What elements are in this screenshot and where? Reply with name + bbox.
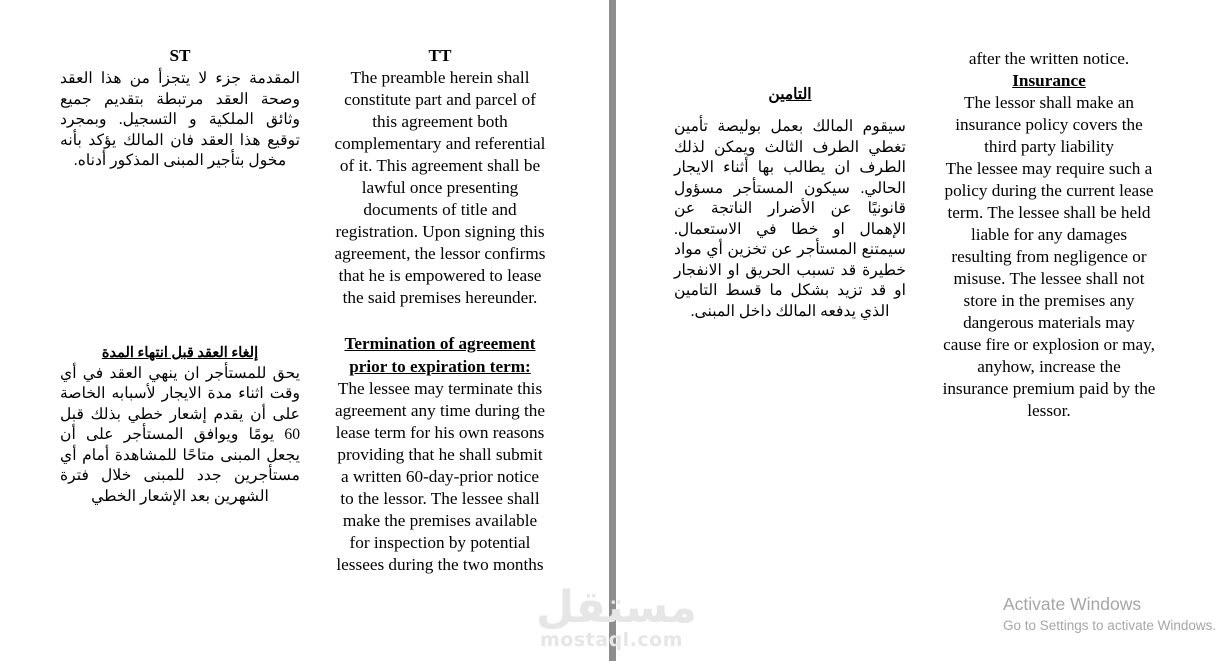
text-line: providing that he shall submit <box>337 445 543 464</box>
text-line: this agreement both <box>372 112 508 131</box>
document-page-left <box>0 0 609 661</box>
termination-heading <box>312 333 568 378</box>
text-line: a written 60-day-prior notice <box>340 467 540 486</box>
document-page-right <box>616 0 1224 661</box>
arabic-column-left <box>60 45 300 172</box>
arabic-column-right <box>674 85 906 322</box>
heading-line: prior to expiration term: <box>349 356 531 376</box>
section-heading-tt: TT <box>428 46 452 65</box>
text-line: insurance premium paid by the <box>942 379 1156 398</box>
text-line: to the lessor. The lessee shall <box>340 489 540 508</box>
text-line: agreement, the lessor confirms <box>334 244 546 263</box>
text-line: the said premises hereunder. <box>342 288 538 307</box>
english-column-right <box>920 48 1178 422</box>
activate-windows-overlay <box>1003 592 1224 636</box>
text-line: The lessee may terminate this <box>337 379 543 398</box>
text-line: third party liability <box>984 137 1114 156</box>
text-line: dangerous materials may <box>963 313 1135 332</box>
text-line: resulting from negligence or <box>951 247 1147 266</box>
arabic-termination-section <box>60 343 300 507</box>
heading-line: Termination of agreement <box>344 334 536 353</box>
text-line: lessor. <box>1027 401 1071 420</box>
text-line: store in the premises any <box>963 291 1135 310</box>
text-line: term. The lessee shall be held <box>947 203 1151 222</box>
arabic-termination-heading: إلغاء العقد قبل انتهاء المدة <box>101 345 259 361</box>
text-line: documents of title and <box>363 200 517 219</box>
arabic-insurance-paragraph: سيقوم المالك بعمل بوليصة تأمين تغطي الطرف الثالث ويمكن لذلك الطرف ان يطالب بها أثناء الايجار الحالي. سيكون المستأجر مسؤول قانونيًا عن الأضرار الناتجة عن الإهمال او خطا في الاستعمال. سيمتنع المستأجر عن تخزين أي مواد خطيرة قد تسبب الحريق او الانفجار او قد تزيد بشكل ما قسط التامين الذي يدفعه المالك داخل المبنى. <box>674 118 906 320</box>
insurance-paragraph <box>920 92 1178 422</box>
text-line: lawful once presenting <box>361 178 519 197</box>
activate-windows-subtitle: Go to Settings to activate Windows. <box>1003 618 1217 633</box>
text-line: that he is empowered to lease <box>338 266 542 285</box>
arabic-termination-paragraph: يحق للمستأجر ان ينهي العقد في أي وقت اثناء مدة الايجار لأسبابه الخاصة على أن يقدم إشعار خطي بذلك قبل 60 يومًا ويوافق المستأجر على أن يجعل المبنى متاحًا للمشاهدة أمام أي مستأجرين جدد للمبنى خلال فترة الشهرين بعد الإشعار الخطي <box>60 364 300 505</box>
continuation-line: after the written notice. <box>968 49 1130 68</box>
text-line: complementary and referential <box>334 134 546 153</box>
text-line: policy during the current lease <box>944 181 1154 200</box>
text-line: The lessee may require such a <box>945 159 1153 178</box>
text-line: lessees during the two months <box>336 555 544 574</box>
text-line: The preamble herein shall <box>350 68 530 87</box>
english-column-left <box>312 45 568 576</box>
text-line: make the premises available <box>342 511 538 530</box>
text-line: of it. This agreement shall be <box>339 156 541 175</box>
text-line: registration. Upon signing this <box>335 222 545 241</box>
section-heading-st: ST <box>169 46 191 65</box>
text-line: agreement any time during the <box>335 401 545 420</box>
termination-paragraph <box>312 378 568 576</box>
text-line: The lessor shall make an <box>964 93 1134 112</box>
text-line: for inspection by potential <box>349 533 531 552</box>
arabic-preamble-paragraph: المقدمة جزء لا يتجزأ من هذا العقد وصحة العقد مرتبطة بتقديم جميع وثائق الملكية و التسجيل. وبمجرد توقيع هذا العقد فان المالك يؤكد بأنه مخول بتأجير المبنى المذكور أدناه. <box>60 70 300 169</box>
text-line: insurance policy covers the <box>955 115 1143 134</box>
text-line: anyhow, increase the <box>977 357 1121 376</box>
watermark-arabic-logo: مستقل <box>536 582 697 633</box>
text-line: liable for any damages <box>970 225 1128 244</box>
english-preamble-paragraph <box>312 67 568 309</box>
insurance-heading: Insurance <box>1012 71 1086 90</box>
text-line: constitute part and parcel of <box>344 90 536 109</box>
arabic-insurance-heading: التامين <box>768 86 812 103</box>
text-line: cause fire or explosion or may, <box>943 335 1155 354</box>
text-line: misuse. The lessee shall not <box>953 269 1145 288</box>
mostaql-watermark <box>536 582 697 651</box>
activate-windows-title: Activate Windows <box>1003 594 1142 614</box>
watermark-latin-logo: mostaql.com <box>540 629 684 651</box>
text-line: lease term for his own reasons <box>335 423 545 442</box>
